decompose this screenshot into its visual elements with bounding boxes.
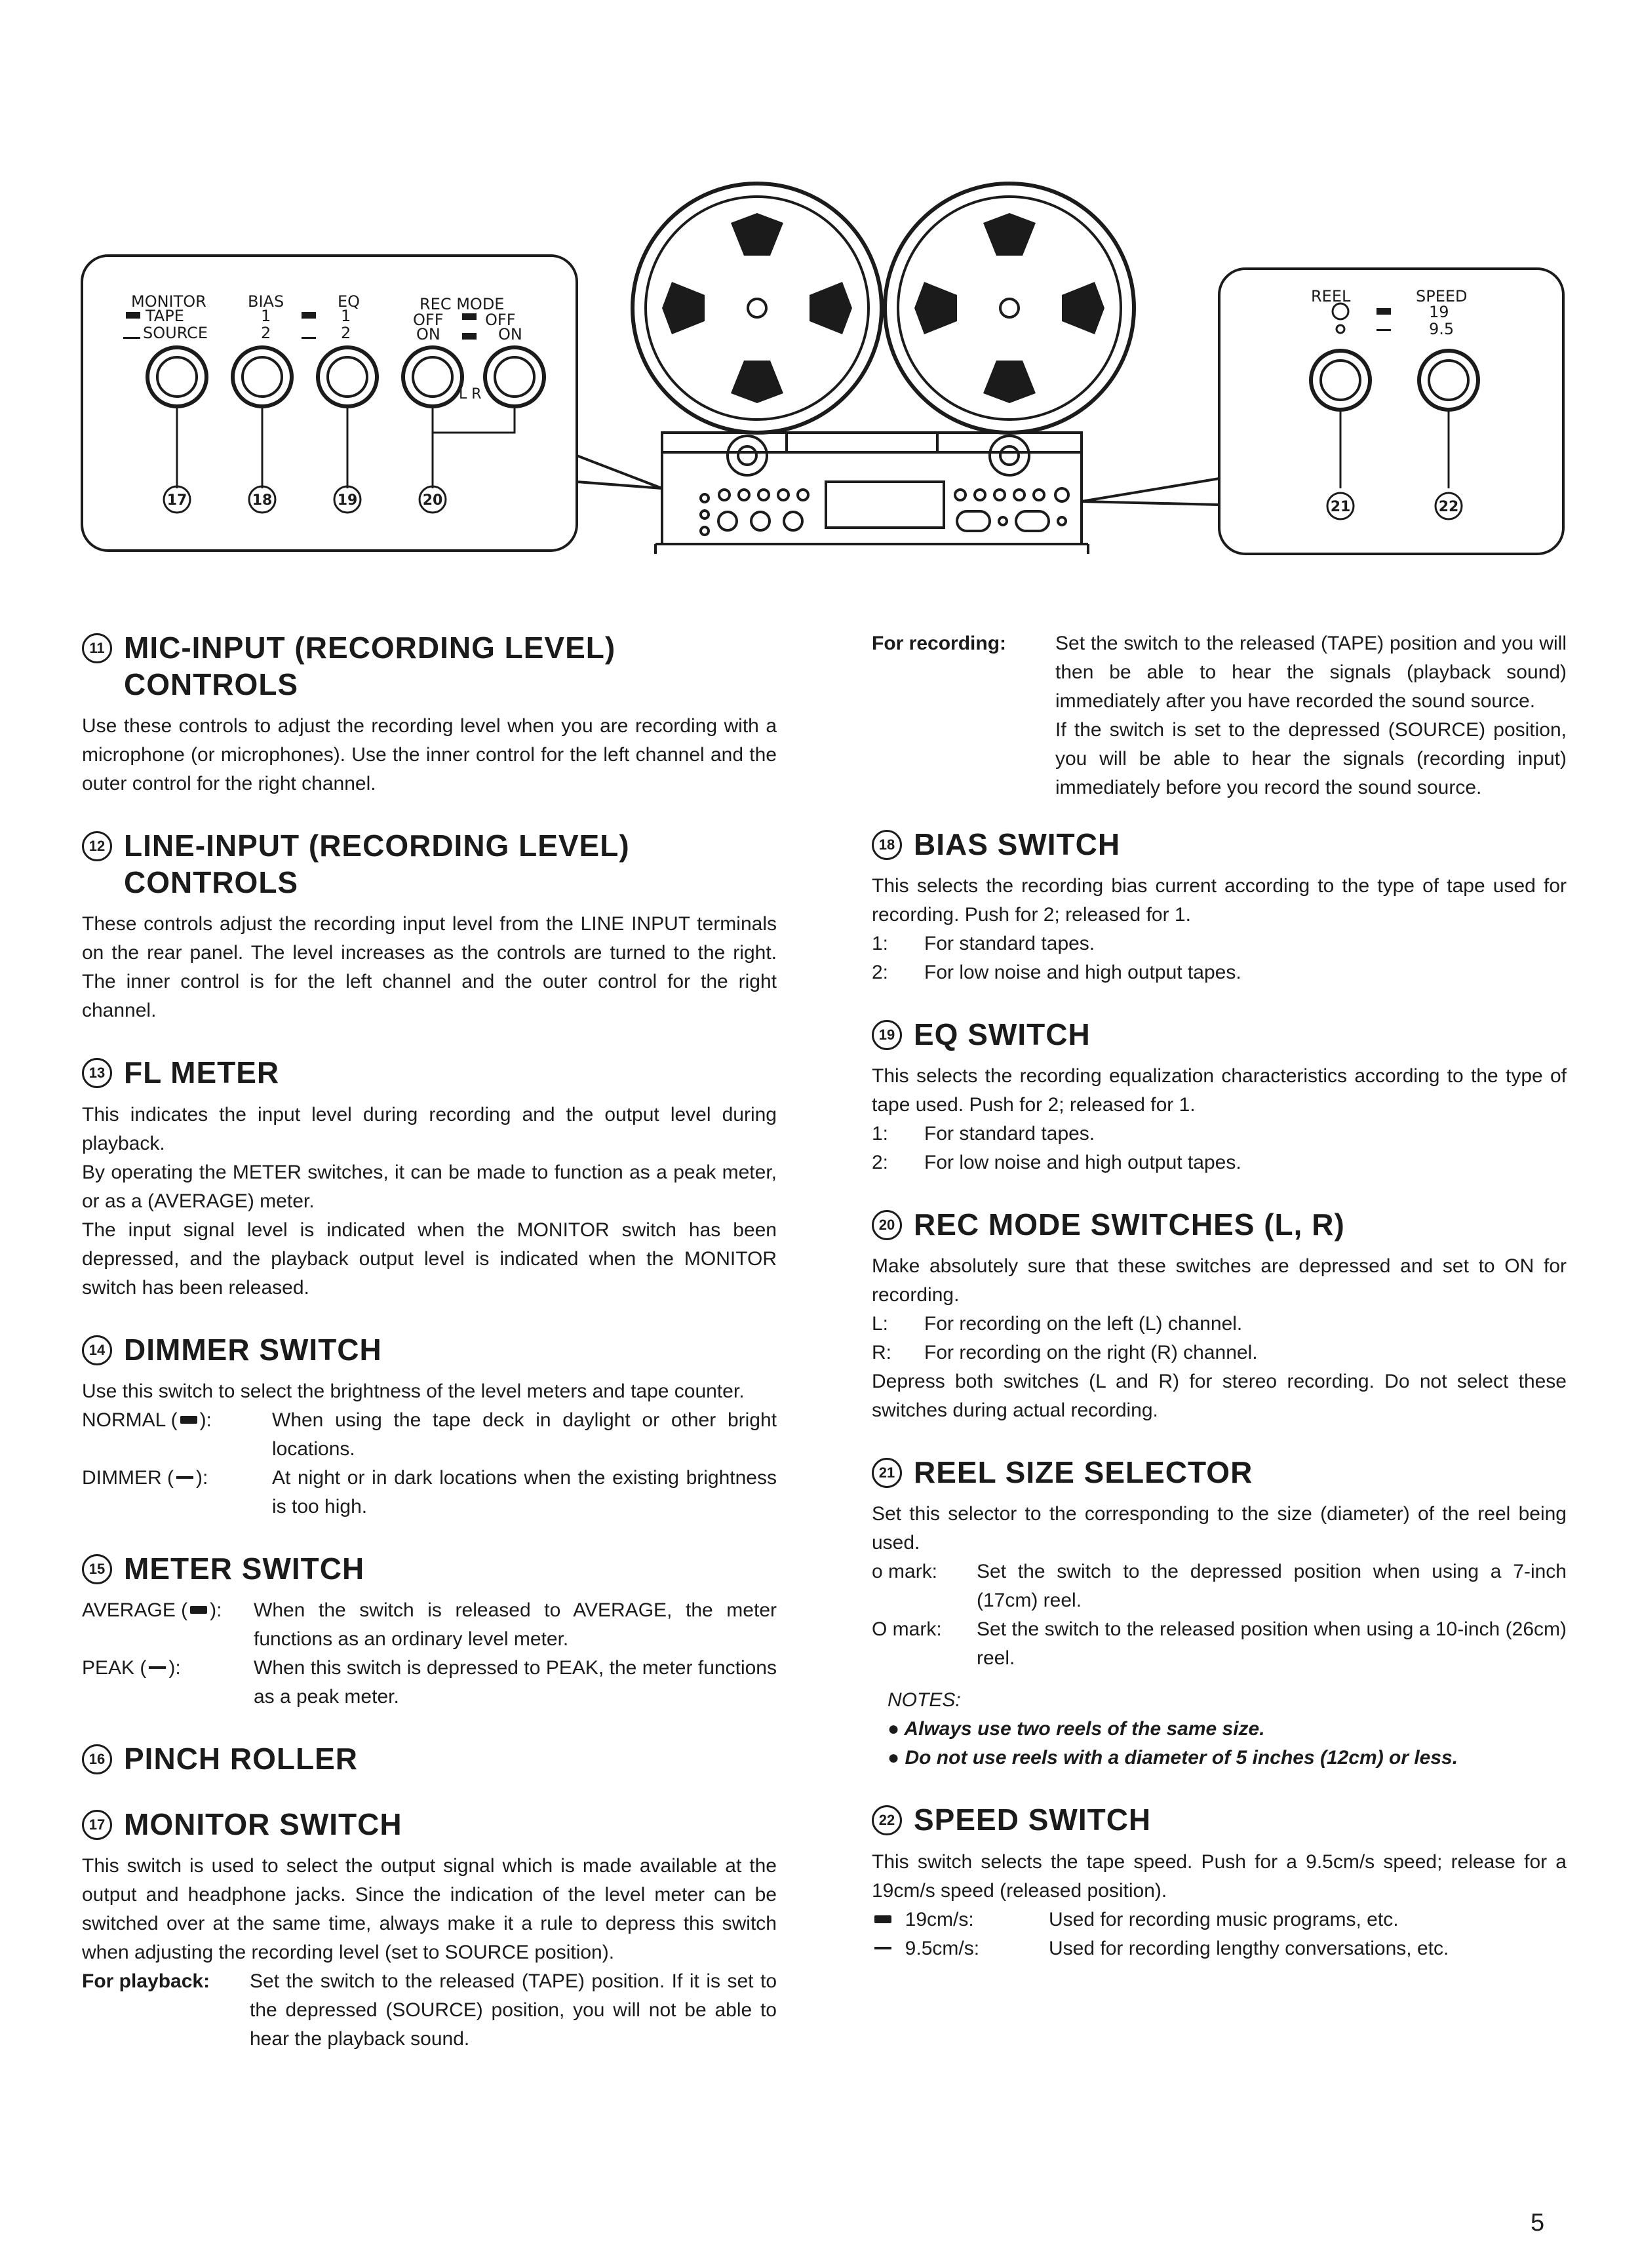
- list-item: [872, 1906, 1567, 1934]
- section-body: Use these controls to adjust the recording level when you are recording with a microphone (or microphones). Use the inner control for the left channel and the outer control for the right channel.: [82, 715, 777, 795]
- section-heading: [872, 826, 1567, 863]
- list-item: [872, 1148, 1567, 1177]
- section-body: Make absolutely sure that these switches are depressed and set to ON for recording.: [872, 1255, 1567, 1306]
- label-off-2: OFF: [485, 311, 516, 329]
- section-heading: [872, 1016, 1567, 1053]
- callout-17: 17: [166, 492, 187, 509]
- section-bias-switch: [872, 826, 1567, 987]
- entry-label-text: PEAK (: [82, 1656, 147, 1679]
- section-title: METER SWITCH: [124, 1551, 365, 1586]
- section-heading: [82, 1806, 777, 1843]
- section-heading: [82, 1740, 777, 1777]
- section-rec-mode-switches: [872, 1206, 1567, 1425]
- label-speed-9-5: 9.5: [1429, 320, 1455, 338]
- entry-text: For low noise and high output tapes.: [924, 962, 1241, 984]
- entry-normal: [82, 1406, 777, 1464]
- entry-dimmer: [82, 1464, 777, 1521]
- entry-for-playback: [82, 1967, 777, 2054]
- entry-label: [82, 1654, 254, 1711]
- section-title: SPEED SWITCH: [914, 1803, 1152, 1837]
- label-tape: TAPE: [146, 307, 184, 325]
- entry-label: o mark:: [872, 1561, 938, 1583]
- section-line-input: [82, 827, 777, 1025]
- entry-text: For recording on the left (L) channel.: [924, 1313, 1243, 1335]
- entry-label-suffix: ):: [168, 1656, 181, 1679]
- callout-19: 19: [337, 492, 358, 509]
- label-monitor: MONITOR: [131, 292, 206, 311]
- eq-knob: [318, 347, 377, 406]
- section-heading: [82, 1054, 777, 1091]
- section-pinch-roller: [82, 1740, 777, 1777]
- entry-for-recording: [872, 629, 1567, 802]
- section-monitor-continued: [872, 629, 1567, 802]
- depressed-mark-icon: [874, 1915, 891, 1923]
- label-reel: REEL: [1311, 287, 1351, 305]
- section-title: MONITOR SWITCH: [124, 1807, 402, 1841]
- entry-label-suffix: ):: [210, 1599, 222, 1621]
- section-eq-switch: [872, 1016, 1567, 1177]
- section-fl-meter: [82, 1054, 777, 1302]
- notes-title: NOTES:: [888, 1689, 961, 1711]
- section-number: 14: [82, 1335, 112, 1365]
- reel-size-knob: [1311, 351, 1370, 410]
- label-speed: SPEED: [1416, 287, 1468, 305]
- section-title-line2: CONTROLS: [124, 667, 299, 702]
- section-title: MIC-INPUT (RECORDING LEVEL): [124, 631, 616, 665]
- list-item: [872, 1339, 1567, 1367]
- entry-text: Used for recording music programs, etc.: [1049, 1908, 1399, 1930]
- section-meter-switch: [82, 1550, 777, 1711]
- section-number: 22: [872, 1805, 902, 1835]
- section-heading: [82, 1550, 777, 1587]
- section-heading: [872, 1206, 1567, 1243]
- entry-label-suffix: ):: [199, 1409, 212, 1431]
- released-mark-icon: [176, 1476, 193, 1479]
- label-bias-1: 1: [261, 307, 271, 325]
- entry-text-p1: Set the switch to the released (TAPE) position and you will then be able to hear the signals (playback sound) immediately after you have recorded the sound source.: [1055, 633, 1567, 712]
- section-heading: [82, 1331, 777, 1368]
- entry-label: [872, 1906, 1049, 1934]
- entry-label: [82, 1464, 272, 1521]
- entry-label: For playback:: [82, 1970, 210, 1992]
- note-item: ● Do not use reels with a diameter of 5 inches (12cm) or less.: [888, 1747, 1458, 1769]
- entry-peak: [82, 1654, 777, 1711]
- released-mark-icon: [874, 1947, 891, 1949]
- monitor-knob: [147, 347, 206, 406]
- entry-label: R:: [872, 1342, 891, 1364]
- entry-label-text: NORMAL (: [82, 1409, 178, 1431]
- section-body: These controls adjust the recording input level from the LINE INPUT terminals on the rear panel. The level increases as the controls are turned to the right. The inner control is for the left channel and the outer control for the right channel.: [82, 913, 777, 1022]
- section-title: DIMMER SWITCH: [124, 1332, 382, 1367]
- depressed-mark-icon: [180, 1416, 197, 1424]
- entry-label-text: AVERAGE (: [82, 1599, 188, 1621]
- section-title: FL METER: [124, 1055, 280, 1090]
- front-panel-diagram: [0, 0, 1640, 577]
- entry-label: O mark:: [872, 1618, 942, 1641]
- section-number: 21: [872, 1458, 902, 1488]
- label-speed-19: 19: [1429, 303, 1449, 321]
- section-title: LINE-INPUT (RECORDING LEVEL): [124, 829, 630, 863]
- section-body: Depress both switches (L and R) for stereo recording. Do not select these switches during actual recording.: [872, 1371, 1567, 1422]
- section-mic-input: [82, 629, 777, 798]
- callout-22: 22: [1438, 499, 1459, 515]
- section-number: 13: [82, 1058, 112, 1088]
- bias-knob: [233, 347, 292, 406]
- section-body: This selects the recording bias current according to the type of tape used for recording. Push for 2; released for 1.: [872, 875, 1567, 926]
- label-source: SOURCE: [143, 324, 208, 342]
- label-on-1: ON: [416, 325, 440, 343]
- section-body: By operating the METER switches, it can be made to function as a peak meter, or as a (AVERAGE) meter.: [82, 1161, 777, 1212]
- section-body: Set this selector to the corresponding to the size (diameter) of the reel being used.: [872, 1503, 1567, 1554]
- note-text: Always use two reels of the same size.: [904, 1718, 1265, 1740]
- section-number: 15: [82, 1554, 112, 1584]
- section-body: This switch is used to select the output signal which is made available at the output and headphone jacks. Since the indication of the level meter can be switched over at the same time, always make it a rule to depress this switch when adjusting the recording level (set to SOURCE position).: [82, 1854, 777, 1963]
- entry-label: 1:: [872, 933, 889, 955]
- tape-deck-illustration: [633, 184, 1134, 554]
- rec-mode-l-knob: [403, 347, 462, 406]
- section-number: 18: [872, 830, 902, 860]
- speed-knob: [1419, 351, 1478, 410]
- section-monitor-switch: [82, 1806, 777, 2054]
- left-column: [82, 629, 777, 2082]
- list-item: [872, 1557, 1567, 1615]
- entry-text: When this switch is depressed to PEAK, the meter functions as a peak meter.: [254, 1656, 777, 1708]
- right-column: [872, 629, 1567, 1992]
- section-title-line2: CONTROLS: [124, 865, 299, 900]
- section-number: 17: [82, 1810, 112, 1840]
- section-body: This selects the recording equalization characteristics according to the type of tape used. Push for 2; released for 1.: [872, 1065, 1567, 1116]
- entry-label: 2:: [872, 962, 889, 984]
- entry-label: [82, 1596, 254, 1654]
- section-heading: [82, 827, 777, 901]
- section-title: REEL SIZE SELECTOR: [914, 1455, 1253, 1490]
- section-number: 11: [82, 633, 112, 663]
- label-eq-2: 2: [341, 324, 351, 342]
- section-body: This switch selects the tape speed. Push for a 9.5cm/s speed; release for a 19cm/s speed (released position).: [872, 1850, 1567, 1902]
- entry-text: For standard tapes.: [924, 1123, 1095, 1145]
- entry-label-suffix: ):: [195, 1466, 208, 1489]
- entry-label: [82, 1406, 272, 1464]
- entry-text: When the switch is released to AVERAGE, the meter functions as an ordinary level meter.: [254, 1599, 777, 1650]
- entry-label: 2:: [872, 1152, 889, 1174]
- entry-average: [82, 1596, 777, 1654]
- note-text: Do not use reels with a diameter of 5 inches (12cm) or less.: [905, 1747, 1458, 1769]
- depressed-mark-icon: [190, 1606, 207, 1614]
- section-speed-switch: [872, 1801, 1567, 1963]
- label-eq: EQ: [338, 292, 361, 311]
- section-number: 19: [872, 1020, 902, 1050]
- entry-label: L:: [872, 1313, 889, 1335]
- entry-label: 1:: [872, 1123, 889, 1145]
- label-bias: BIAS: [248, 292, 284, 311]
- entry-text: When using the tape deck in daylight or other bright locations.: [272, 1409, 777, 1460]
- callout-18: 18: [252, 492, 273, 509]
- section-body: This indicates the input level during recording and the output level during playback.: [82, 1103, 777, 1154]
- label-on-2: ON: [498, 325, 522, 343]
- entry-text: Used for recording lengthy conversations, etc.: [1049, 1937, 1449, 1959]
- label-bias-2: 2: [261, 324, 271, 342]
- right-callout-panel: [1219, 269, 1563, 554]
- entry-text: For low noise and high output tapes.: [924, 1152, 1241, 1174]
- callout-20: 20: [422, 492, 443, 509]
- page-number: 5: [1531, 2209, 1545, 2237]
- section-heading: [82, 629, 777, 703]
- callout-21: 21: [1330, 499, 1351, 515]
- section-heading: [872, 1801, 1567, 1838]
- label-off-1: OFF: [413, 311, 444, 329]
- entry-text: Set the switch to the released position when using a 10-inch (26cm) reel.: [977, 1618, 1567, 1670]
- section-number: 16: [82, 1744, 112, 1774]
- section-title: EQ SWITCH: [914, 1017, 1091, 1052]
- section-heading: [872, 1454, 1567, 1491]
- label-l-r: L R: [459, 386, 482, 402]
- section-title: PINCH ROLLER: [124, 1741, 358, 1776]
- notes-block: [872, 1686, 1567, 1772]
- entry-label-text: DIMMER (: [82, 1466, 174, 1489]
- section-title: BIAS SWITCH: [914, 827, 1121, 861]
- section-reel-size-selector: [872, 1454, 1567, 1772]
- entry-label-text: 19cm/s:: [905, 1908, 974, 1930]
- list-item: [872, 1310, 1567, 1339]
- list-item: [872, 1615, 1567, 1673]
- list-item: [872, 1120, 1567, 1148]
- entry-text: For recording on the right (R) channel.: [924, 1342, 1258, 1364]
- section-body: The input signal level is indicated when the MONITOR switch has been depressed, and the playback output level is indicated when the MONITOR switch has been released.: [82, 1219, 777, 1299]
- note-item: ● Always use two reels of the same size.: [888, 1718, 1265, 1740]
- entry-text: For standard tapes.: [924, 933, 1095, 955]
- list-item: [872, 958, 1567, 987]
- entry-text-p2: If the switch is set to the depressed (SOURCE) position, you will be able to hear the signals (recording input) immediately before you record the sound source.: [1055, 719, 1567, 798]
- label-rec-mode: REC MODE: [420, 295, 505, 313]
- entry-text: [1055, 629, 1567, 802]
- released-mark-icon: [149, 1666, 166, 1669]
- section-body: Use this switch to select the brightness of the level meters and tape counter.: [82, 1380, 745, 1402]
- list-item: [872, 1934, 1567, 1963]
- entry-text: At night or in dark locations when the existing brightness is too high.: [272, 1466, 777, 1517]
- entry-text: Set the switch to the depressed position when using a 7-inch (17cm) reel.: [977, 1561, 1567, 1612]
- rec-mode-r-knob: [485, 347, 544, 406]
- section-number: 20: [872, 1210, 902, 1240]
- entry-label: [872, 1934, 1049, 1963]
- section-dimmer-switch: [82, 1331, 777, 1521]
- list-item: [872, 929, 1567, 958]
- section-title: REC MODE SWITCHES (L, R): [914, 1207, 1345, 1242]
- section-number: 12: [82, 831, 112, 861]
- entry-label: For recording:: [872, 633, 1007, 654]
- entry-text: Set the switch to the released (TAPE) position. If it is set to the depressed (SOURCE) position, you will not be able to hear the playback sound.: [250, 1970, 777, 2050]
- entry-label-text: 9.5cm/s:: [905, 1937, 980, 1959]
- label-eq-1: 1: [341, 307, 351, 325]
